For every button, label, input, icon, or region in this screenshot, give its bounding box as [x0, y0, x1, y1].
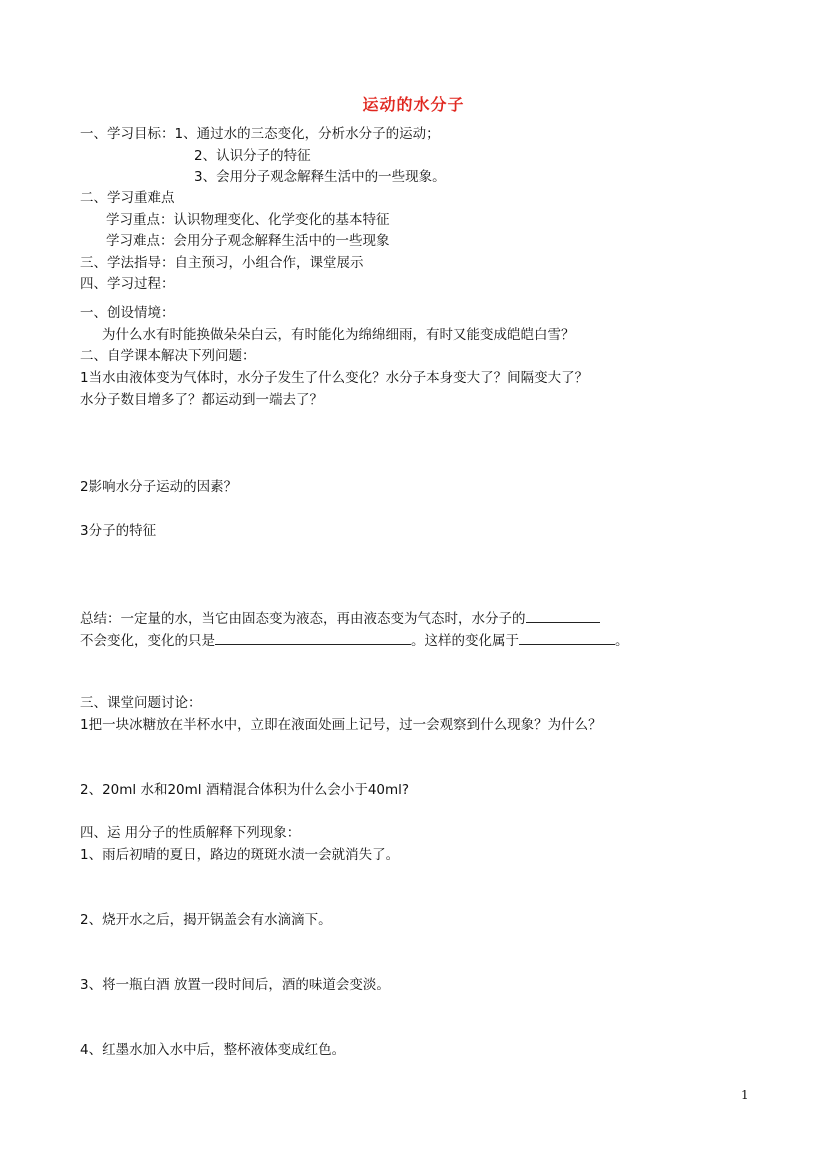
- key-points-heading: 二、学习重难点: [80, 190, 175, 206]
- summary-text-2: 不会变化，变化的只是: [80, 633, 215, 649]
- key-focus: 学习重点：认识物理变化、化学变化的基本特征: [106, 212, 390, 228]
- answer-blank-3[interactable]: [519, 630, 615, 645]
- discussion-question-1: 1把一块冰糖放在半杯水中，立即在液面处画上记号，过一会观察到什么现象？为什么？: [80, 717, 602, 733]
- objective-line-1: 一、学习目标：1、通过水的三态变化，分析水分子的运动；: [80, 126, 440, 142]
- question-1-line-2: 水分子数目增多了？都运动到一端去了？: [80, 392, 323, 408]
- key-difficulty: 学习难点：会用分子观念解释生活中的一些现象: [106, 233, 390, 249]
- answer-blank-1[interactable]: [526, 608, 600, 623]
- summary-line-1: [80, 608, 600, 628]
- summary-line-2: [80, 630, 629, 650]
- scenario-text: 为什么水有时能换做朵朵白云，有时能化为绵绵细雨，有时又能变成皑皑白雪？: [102, 327, 575, 343]
- discussion-question-2: 2、20ml 水和20ml 酒精混合体积为什么会小于40ml?: [80, 782, 410, 798]
- explain-item-1: 1、雨后初晴的夏日，路边的斑斑水渍一会就消失了。: [80, 847, 400, 863]
- page-number: 1: [741, 1088, 749, 1102]
- discussion-heading: 三、课堂问题讨论：: [80, 695, 202, 711]
- question-3: 3分子的特征: [80, 523, 157, 539]
- explain-heading: 四、运 用分子的性质解释下列现象：: [80, 825, 301, 841]
- explain-item-3: 3、将一瓶白酒 放置一段时间后，酒的味道会变淡。: [80, 977, 390, 993]
- question-1-line-1: 1当水由液体变为气体时，水分子发生了什么变化？水分子本身变大了？间隔变大了？: [80, 370, 589, 386]
- summary-text-3: 。这样的变化属于: [411, 633, 519, 649]
- method-line: 三、学法指导：自主预习，小组合作，课堂展示: [80, 255, 364, 271]
- question-2: 2影响水分子运动的因素？: [80, 479, 238, 495]
- answer-blank-2[interactable]: [215, 630, 411, 645]
- process-heading: 四、学习过程：: [80, 276, 175, 292]
- explain-item-2: 2、烧开水之后，揭开锅盖会有水滴滴下。: [80, 912, 332, 928]
- summary-text-4: 。: [615, 633, 629, 649]
- summary-text-1: 总结：一定量的水，当它由固态变为液态，再由液态变为气态时，水分子的: [80, 611, 526, 627]
- objective-line-2: 2、认识分子的特征: [194, 148, 311, 164]
- scenario-heading: 一、创设情境：: [80, 305, 175, 321]
- page-title: 运动的水分子: [362, 95, 465, 114]
- objective-line-3: 3、会用分子观念解释生活中的一些现象。: [194, 169, 446, 185]
- self-study-heading: 二、自学课本解决下列问题：: [80, 348, 256, 364]
- explain-item-4: 4、红墨水加入水中后，整杯液体变成红色。: [80, 1042, 346, 1058]
